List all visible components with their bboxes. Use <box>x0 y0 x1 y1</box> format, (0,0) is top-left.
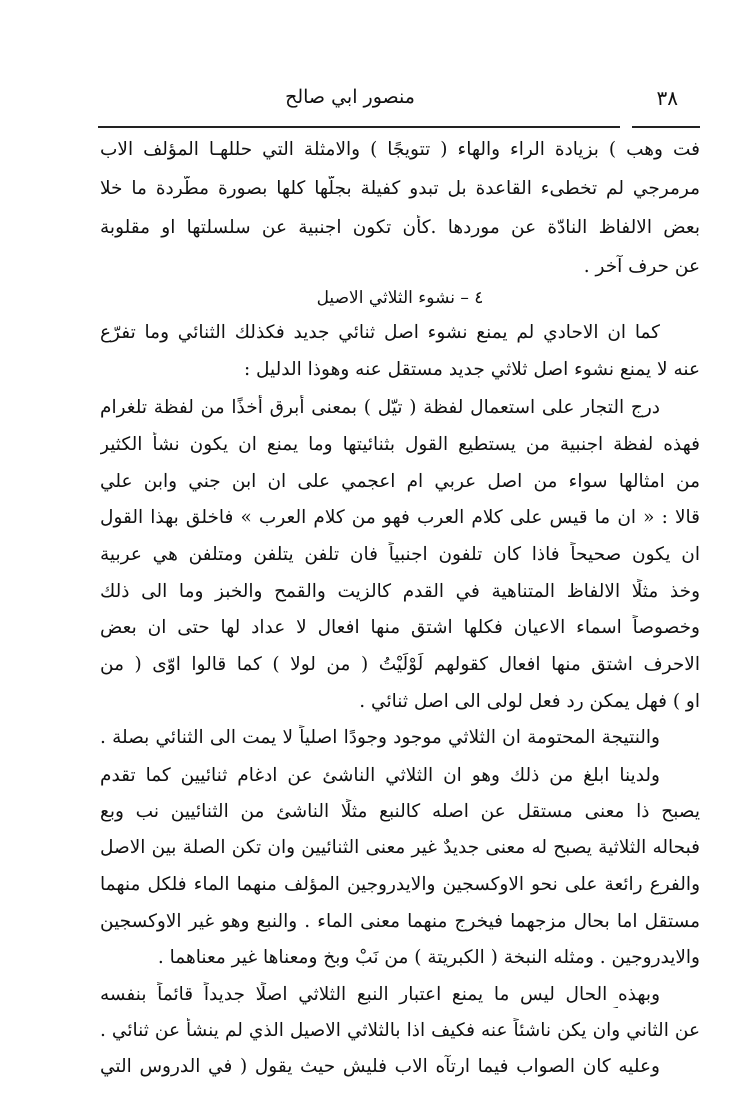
header-rule <box>98 126 620 128</box>
text-line: والنتيجة المحتومة ان الثلاثي موجود وجودًا اصلياً لا يمت الى الثنائي بصلة . <box>100 727 660 748</box>
text-line: والفرع رائعة على نحو الاوكسجين والايدروجين المؤلف منهما الماء فلكل منهما <box>100 874 700 895</box>
text-line: قالا : « ان ما قيس على كلام العرب فهو من كلام العرب » فاخلق بهذا القول <box>100 507 700 528</box>
text-line: مستقل اما بحال مزجهما فيخرج منهما معنى الماء . والنبع وهو غير الاوكسجين <box>100 911 700 932</box>
text-line: او ) فهل يمكن رد فعل لولى الى اصل ثنائي . <box>359 691 700 712</box>
text-line: فبحاله الثلاثية يصبح له معنى جديدٌ غير معنى الثنائيين وان تكن الصلة بين الاصل <box>100 837 700 858</box>
text-line: وخذ مثلًا الالفاظ المتناهية في القدم كالزيت والقمح والخبز وما الى ذلك <box>100 581 700 602</box>
text-line: فهذه لفظة اجنبية من يستطيع القول بثنائيتها وما يمنع ان يكون نشأ الكثير <box>100 434 700 455</box>
text-line: يصبح ذا معنى مستقل عن اصله كالنبع مثلًا الناشئ من الثنائيين نب وبع <box>100 801 700 822</box>
text-line: درج التجار على استعمال لفظة ( تيّل ) بمعنى أبرق أخذًا من لفظة تلغرام <box>100 397 660 418</box>
text-line: وخصوصاً اسماء الاعيان فكلها اشتق منها افعال لا عداد لها حتى ان بعض <box>100 617 700 638</box>
text-line: عن حرف آخر . <box>583 256 700 277</box>
text-line: وبهذه الحال ليس ما يمنع اعتبار النبع الثلاثي اصلًا جديداً قائماً بنفسه <box>100 984 660 1005</box>
running-title: منصور ابي صالح <box>285 86 415 108</box>
text-line: فت وهب ) بزيادة الراء والهاء ( تتويجًا ) والامثلة التي حللهـا المؤلف الاب <box>100 139 700 160</box>
header-rule-short <box>632 126 700 128</box>
text-line: كما ان الاحادي لم يمنع نشوء اصل ثنائي جديد فكذلك الثنائي وما تفرّع <box>100 322 660 343</box>
text-line: وعليه كان الصواب فيما ارتآه الاب فليش حيث يقول ( في الدروس التي <box>100 1056 660 1077</box>
text-line: ان يكون صحيحاً فاذا كان تلفون اجنبياً فان تلفن يتلفن ومتلفن هي عربية <box>100 544 700 565</box>
text-line: والايدروجين . ومثله النبخة ( الكبريتة ) من نَبْ وبخ ومعناها غير معناهما . <box>157 947 700 968</box>
text-line: بعض الالفاظ النادّة عن موردها .كأن تكون اجنبية عن سلسلتها او مقلوبة <box>100 217 700 238</box>
text-line: الاحرف اشتق منها افعال كقولهم لَوْلَيْتُ ( من لولا ) كما قالوا اوّى ( من <box>100 654 700 675</box>
page-number: ٣٨ <box>656 86 678 110</box>
text-line: مرمرجي لم تخطىء القاعدة بل تبدو كفيلة بجلّها كلها بصورة مطّردة ما خلا <box>100 178 700 199</box>
section-heading: ٤ – نشوء الثلاثي الاصيل <box>316 288 484 308</box>
text-line: من امثالها سواء من اصل عربي ام اعجمي على ان ابن جني وابن علي <box>100 471 700 492</box>
text-line: عنه لا يمنع نشوء اصل ثلاثي جديد مستقل عنه وهوذا الدليل : <box>243 359 700 380</box>
text-line: ولدينا ابلغ من ذلك وهو ان الثلاثي الناشئ عن ادغام ثنائيين كما تقدم <box>100 765 660 786</box>
text-line: عن الثاني وان يكن ناشئاً عنه فكيف اذا بالثلاثي الاصيل الذي لم ينشأ عن ثنائي . <box>100 1020 700 1041</box>
